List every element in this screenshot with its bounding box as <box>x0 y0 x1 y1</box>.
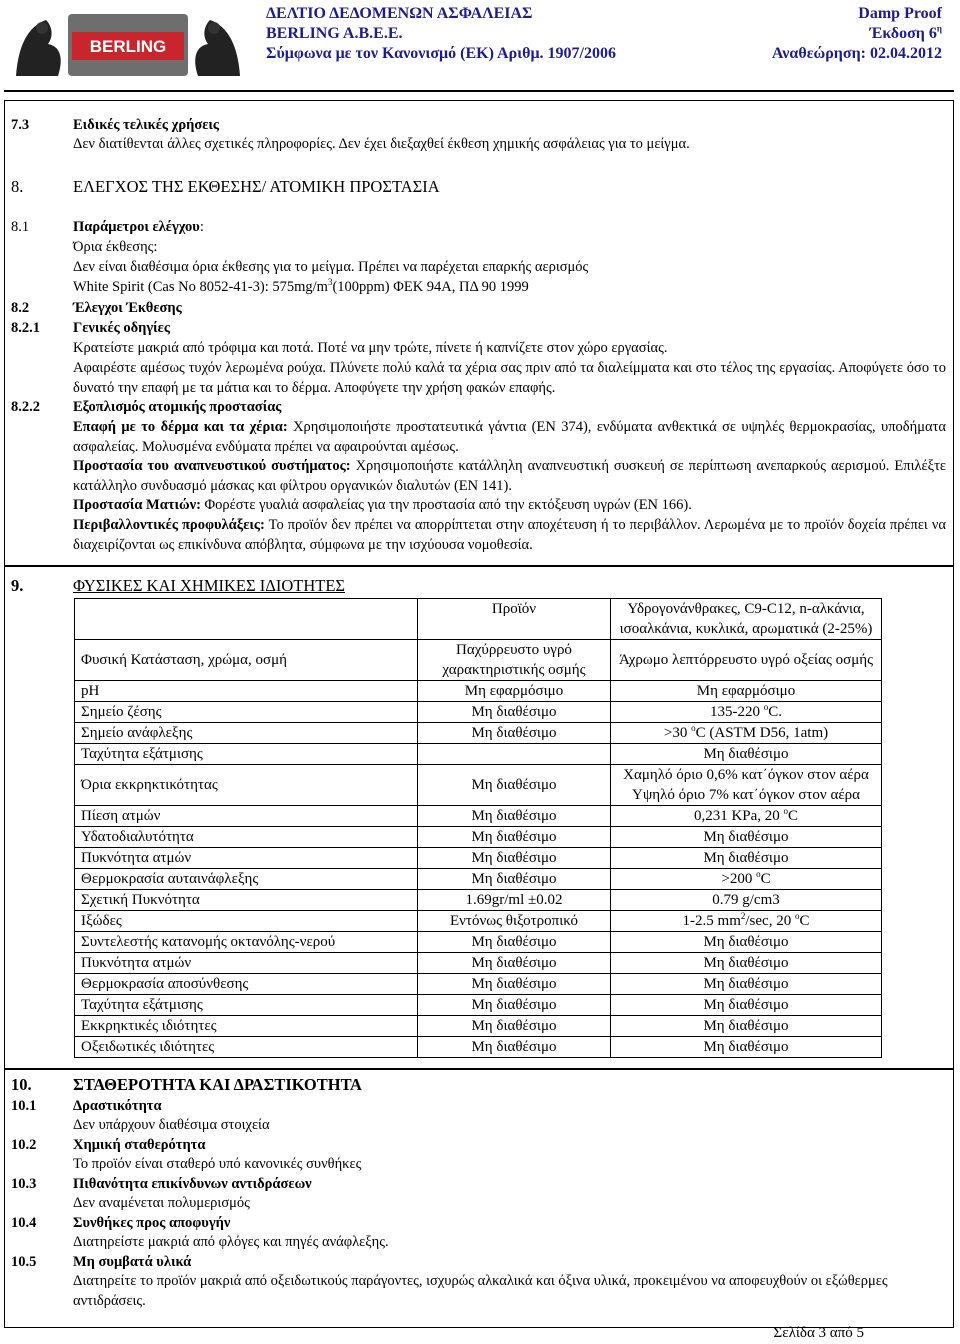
hydrocarbon-value: >30 $^o$C (ASTM D56, 1atm) <box>611 723 882 744</box>
product-value: Μη διαθέσιμο <box>418 806 611 827</box>
hydrocarbon-value: >200 $^o$C <box>611 869 882 890</box>
product-value: Μη διαθέσιμο <box>418 1037 611 1058</box>
property-name: Θερμοκρασία αυταινάφλεξης <box>75 869 418 890</box>
product-value: Μη εφαρμόσιμο <box>418 681 611 702</box>
property-name: Ταχύτητα εξάτμισης <box>75 744 418 765</box>
product-value: Μη διαθέσιμο <box>418 974 611 995</box>
properties-table <box>74 598 882 1058</box>
product-value: Μη διαθέσιμο <box>418 1016 611 1037</box>
product-value: Μη διαθέσιμο <box>418 723 611 744</box>
table-row <box>75 702 882 723</box>
hydrocarbon-value: Μη διαθέσιμο <box>611 953 882 974</box>
hydrocarbon-value: Μη διαθέσιμο <box>611 974 882 995</box>
property-name: Ιξώδες <box>75 911 418 932</box>
hydrocarbon-value: Άχρωμο λεπτόρρευστο υγρό οξείας οσμής <box>611 640 882 681</box>
table-row <box>75 974 882 995</box>
property-name: Σημείο ζέσης <box>75 702 418 723</box>
section-heading: ΕΛΕΓΧΟΣ ΤΗΣ ΕΚΘΕΣΗΣ/ ΑΤΟΜΙΚΗ ΠΡΟΣΤΑΣΙΑ <box>73 177 440 196</box>
subsection-text: Δεν αναμένεται πολυμερισμός <box>73 1195 250 1211</box>
property-name: Όρια εκκρηκτικότητας <box>75 765 418 806</box>
doc-title: ΔΕΛΤΙΟ ΔΕΔΟΜΕΝΩΝ ΑΣΦΑΛΕΙΑΣ <box>266 5 533 22</box>
property-name: Φυσική Κατάσταση, χρώμα, οσμή <box>75 640 418 681</box>
product-value <box>418 744 611 765</box>
table-row <box>75 869 882 890</box>
table-row <box>75 806 882 827</box>
header-product: Προϊόν <box>418 599 611 640</box>
table-row <box>75 827 882 848</box>
property-name: Θερμοκρασία αποσύνθεσης <box>75 974 418 995</box>
table-row <box>75 723 882 744</box>
section-heading: ΦΥΣΙΚΕΣ ΚΑΙ ΧΗΜΙΚΕΣ ΙΔΙΟΤΗΤΕΣ <box>73 576 346 595</box>
hydrocarbon-value: 0,231 KPa, 20 $^o$C <box>611 806 882 827</box>
property-name: Εκκρηκτικές ιδιότητες <box>75 1016 418 1037</box>
subsection-text: Το προϊόν είναι σταθερό υπό κανονικές συνθήκες <box>73 1156 362 1172</box>
section-heading: ΣΤΑΘΕΡΟΤΗΤΑ ΚΑΙ ΔΡΑΣΤΙΚΟΤΗΤΑ <box>73 1075 362 1094</box>
property-name: Σχετική Πυκνότητα <box>75 890 418 911</box>
property-name: pH <box>75 681 418 702</box>
table-row <box>75 995 882 1016</box>
subsection-text: Δεν υπάρχουν διαθέσιμα στοιχεία <box>73 1117 270 1133</box>
table-row <box>75 765 882 806</box>
product-value: Μη διαθέσιμο <box>418 995 611 1016</box>
product-value: 1.69gr/ml ±0.02 <box>418 890 611 911</box>
hydrocarbon-value: Μη διαθέσιμο <box>611 827 882 848</box>
hydrocarbon-value: Μη διαθέσιμο <box>611 1037 882 1058</box>
product-value: Μη διαθέσιμο <box>418 848 611 869</box>
hydrocarbon-value: Μη διαθέσιμο <box>611 1016 882 1037</box>
berling-logo <box>8 6 248 84</box>
product-value: Μη διαθέσιμο <box>418 765 611 806</box>
product-value: Μη διαθέσιμο <box>418 932 611 953</box>
table-row <box>75 1037 882 1058</box>
hydrocarbon-value: Μη διαθέσιμο <box>611 744 882 765</box>
header-hydrocarbons: Υδρογονάνθρακες, C9-C12, n-αλκάνια, ισοαλκάνια, κυκλικά, αρωματικά (2-25%) <box>611 599 882 640</box>
product-value: Εντόνως θιξοτροπικό <box>418 911 611 932</box>
table-row <box>75 640 882 681</box>
hydrocarbon-value: Μη διαθέσιμο <box>611 932 882 953</box>
header-empty-cell <box>75 599 418 640</box>
regulation: Σύμφωνα με τον Κανονισμό (ΕΚ) Αριθμ. 1907/2006 <box>266 45 616 62</box>
table-row <box>75 744 882 765</box>
section-title: Ειδικές τελικές χρήσεις <box>73 117 220 133</box>
table-row <box>75 848 882 869</box>
svg-text:BERLING: BERLING <box>89 37 167 56</box>
table-row <box>75 1016 882 1037</box>
hydrocarbon-value: Μη διαθέσιμο <box>611 995 882 1016</box>
product-value: Μη διαθέσιμο <box>418 869 611 890</box>
hydrocarbon-value: Μη εφαρμόσιμο <box>611 681 882 702</box>
section-text: Δεν διατίθενται άλλες σχετικές πληροφορίες. Δεν έχει διεξαχθεί έκθεση χημικής ασφάλειας για το μείγμα. <box>73 136 690 152</box>
table-row <box>75 911 882 932</box>
hydrocarbon-value: Χαμηλό όριο 0,6% κατ΄όγκον στον αέρα Υψηλό όριο 7% κατ΄όγκον στον αέρα <box>611 765 882 806</box>
subsection-text: Διατηρείτε το προϊόν μακριά από οξειδωτικούς παράγοντες, ισχυρώς αλκαλικά και όξινα υλικά, προκειμένου να αποφευχθούν οι εξώθερμες αντιδράσεις. <box>73 1273 888 1309</box>
page-number: Σελίδα 3 από 5 <box>773 1325 864 1341</box>
product-value: Παχύρρευστο υγρό χαρακτηριστικής οσμής <box>418 640 611 681</box>
property-name: Πυκνότητα ατμών <box>75 953 418 974</box>
table-row <box>75 932 882 953</box>
property-name: Πίεση ατμών <box>75 806 418 827</box>
property-name: Οξειδωτικές ιδιότητες <box>75 1037 418 1058</box>
company-name: BERLING A.B.E.E. <box>266 25 403 42</box>
product-value: Μη διαθέσιμο <box>418 702 611 723</box>
property-name: Ταχύτητα εξάτμισης <box>75 995 418 1016</box>
product-value: Μη διαθέσιμο <box>418 827 611 848</box>
hydrocarbon-value: 135-220 $^o$C. <box>611 702 882 723</box>
property-name: Σημείο ανάφλεξης <box>75 723 418 744</box>
property-name: Συντελεστής κατανομής οκτανόλης-νερού <box>75 932 418 953</box>
subsection-text: Διατηρείστε μακριά από φλόγες και πηγές ανάφλεξης. <box>73 1234 389 1250</box>
hydrocarbon-value: 0.79 g/cm3 <box>611 890 882 911</box>
table-row <box>75 681 882 702</box>
table-row <box>75 953 882 974</box>
table-header-row <box>75 599 882 640</box>
product-value: Μη διαθέσιμο <box>418 953 611 974</box>
hydrocarbon-value: 1-2.5 $mm^2/\sec$, 20 $^o$C <box>611 911 882 932</box>
header-rule <box>4 90 954 92</box>
property-name: Πυκνότητα ατμών <box>75 848 418 869</box>
version: Έκδοση $6^\eta$ <box>869 23 942 42</box>
hydrocarbon-value: Μη διαθέσιμο <box>611 848 882 869</box>
product-name: Damp Proof <box>858 5 942 22</box>
property-name: Υδατοδιαλυτότητα <box>75 827 418 848</box>
table-row <box>75 890 882 911</box>
revision-date: Αναθεώρηση: 02.04.2012 <box>771 45 942 62</box>
section-divider <box>4 1068 954 1070</box>
section-divider <box>4 565 954 567</box>
